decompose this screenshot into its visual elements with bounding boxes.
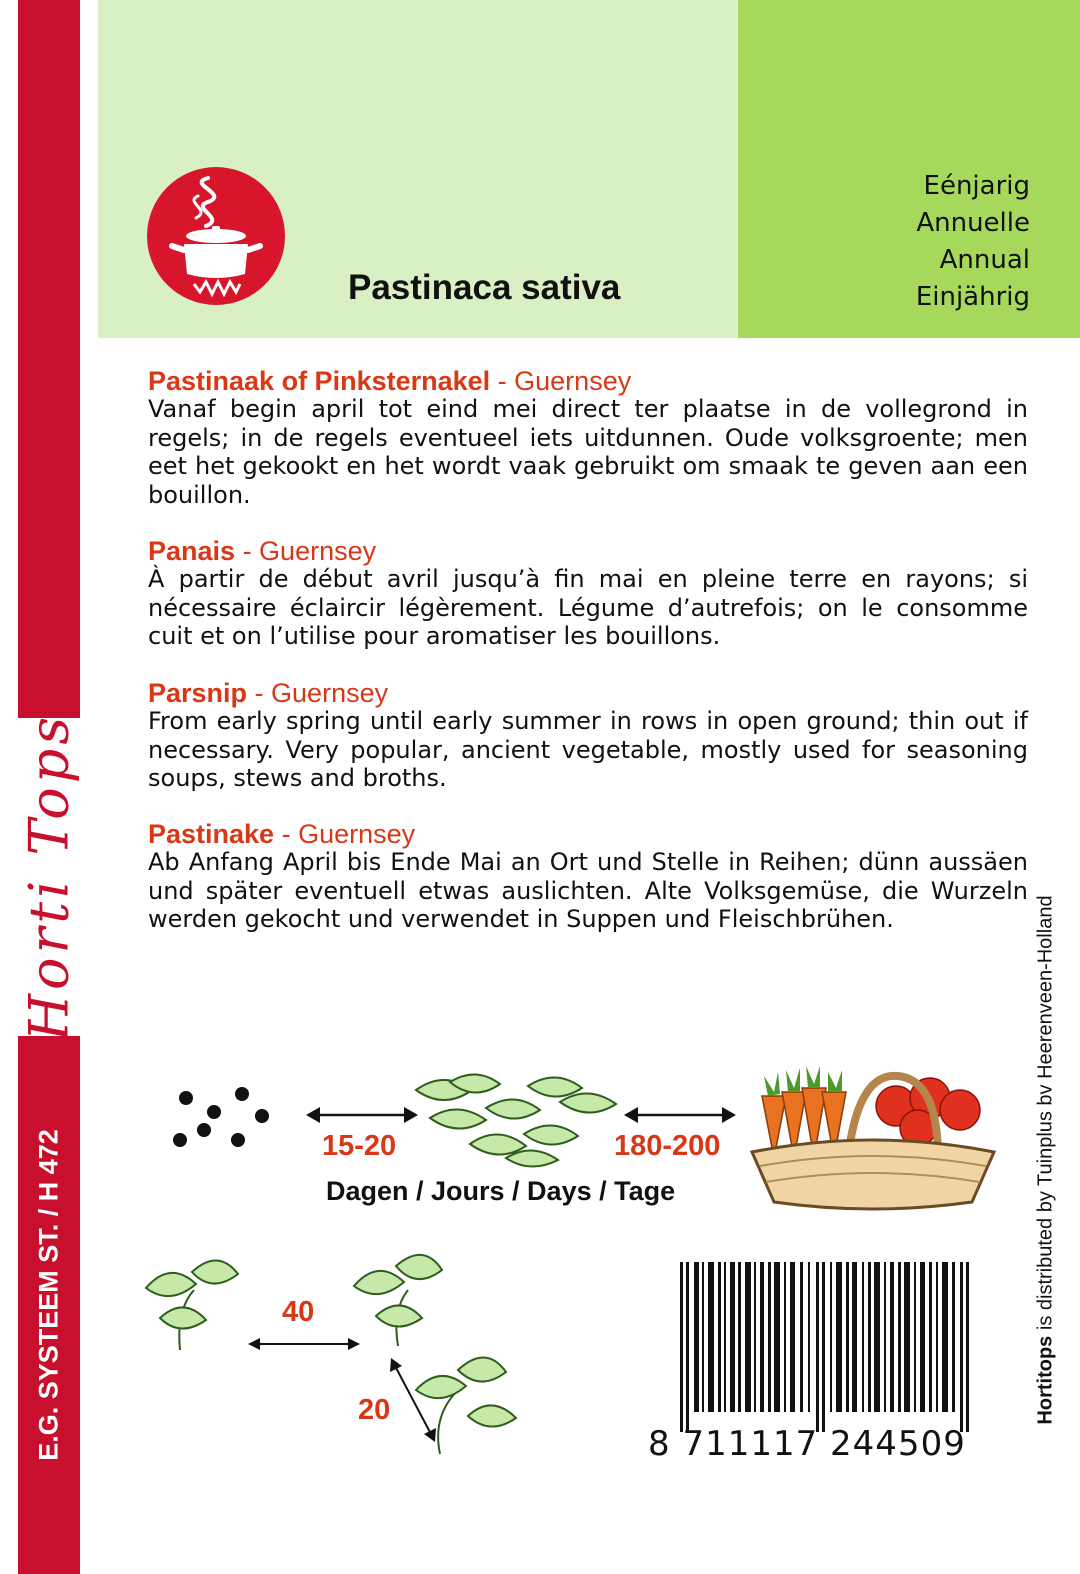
lifecycle-nl: Eénjarig — [923, 171, 1030, 201]
section-dutch — [148, 367, 1028, 509]
seedlings-icon — [410, 1072, 624, 1172]
section-name: Panais — [148, 536, 236, 566]
lifecycle-fr: Annuelle — [916, 208, 1030, 238]
distributor-note — [1026, 850, 1066, 1470]
lifecycle-de: Einjährig — [915, 282, 1030, 312]
harvest-days: 180-200 — [614, 1130, 721, 1162]
section-title — [148, 679, 1028, 707]
lifecycle-list — [916, 168, 1030, 316]
seeds-icon — [170, 1082, 280, 1152]
plant-spacing-value: 20 — [358, 1394, 391, 1426]
distributor-brand: Hortitops — [1034, 1335, 1057, 1425]
section-name: Parsnip — [148, 678, 248, 708]
section-variety: - Guernsey — [490, 366, 632, 396]
barcode-number: 8 711117 244509 — [648, 1424, 966, 1464]
section-title — [148, 537, 1028, 565]
brand-logo — [17, 712, 81, 1042]
section-variety: - Guernsey — [274, 819, 416, 849]
side-code-text: E.G. SYSTEEM ST. / H 472 — [33, 1129, 64, 1461]
section-variety: - Guernsey — [247, 678, 389, 708]
double-arrow-icon — [302, 1102, 422, 1128]
days-label: Dagen / Jours / Days / Tage — [326, 1176, 676, 1206]
brand-logo-text: Horti Tops — [17, 712, 81, 1042]
barcode-icon — [676, 1262, 976, 1432]
section-text: From early spring until early summer in rows in open ground; thin out if necessary. Very popular, ancient vegetable, mostly used for seasoning soups, stews and broths. — [148, 707, 1028, 792]
section-title — [148, 820, 1028, 848]
harvest-basket-icon — [748, 1062, 998, 1212]
section-title — [148, 367, 1028, 395]
section-text: Vanaf begin april tot eind mei direct ter plaatse in de vollegrond in regels; in de regels eventueel iets uitdunnen. Oude volksgroente; men eet het gekookt en het wordt vaak gebruikt om smaak te geven aan een bouillon. — [148, 395, 1028, 509]
distributor-text — [1035, 895, 1058, 1424]
section-english — [148, 679, 1028, 793]
lifecycle-en: Annual — [939, 245, 1030, 275]
section-variety: - Guernsey — [235, 536, 377, 566]
side-code — [18, 1060, 80, 1530]
row-spacing-value: 40 — [282, 1296, 315, 1328]
section-french — [148, 537, 1028, 651]
double-arrow-icon — [620, 1102, 740, 1128]
section-text: À partir de début avril jusqu’à fin mai en pleine terre en rayons; si nécessaire éclaircir légèrement. Légume d’autrefois; on le consomme cuit et on l’utilise pour aromatiser les bouillons. — [148, 565, 1028, 650]
plant-spacing-diagram — [140, 1240, 540, 1460]
section-german — [148, 820, 1028, 934]
distributor-rest: is distributed by Tuinplus bv Heerenveen-Holland — [1034, 895, 1057, 1336]
germination-days: 15-20 — [322, 1130, 397, 1162]
cooking-pot-icon — [146, 166, 286, 306]
section-name: Pastinake — [148, 819, 275, 849]
species-name: Pastinaca sativa — [348, 268, 621, 307]
section-name: Pastinaak of Pinksternakel — [148, 366, 491, 396]
section-text: Ab Anfang April bis Ende Mai an Ort und Stelle in Reihen; dünn aussäen und später eventuell etwas auslichten. Alte Volksgemüse, die Wurzeln werden gekocht und verwendet in Suppen und Fleischbrühen. — [148, 848, 1028, 933]
